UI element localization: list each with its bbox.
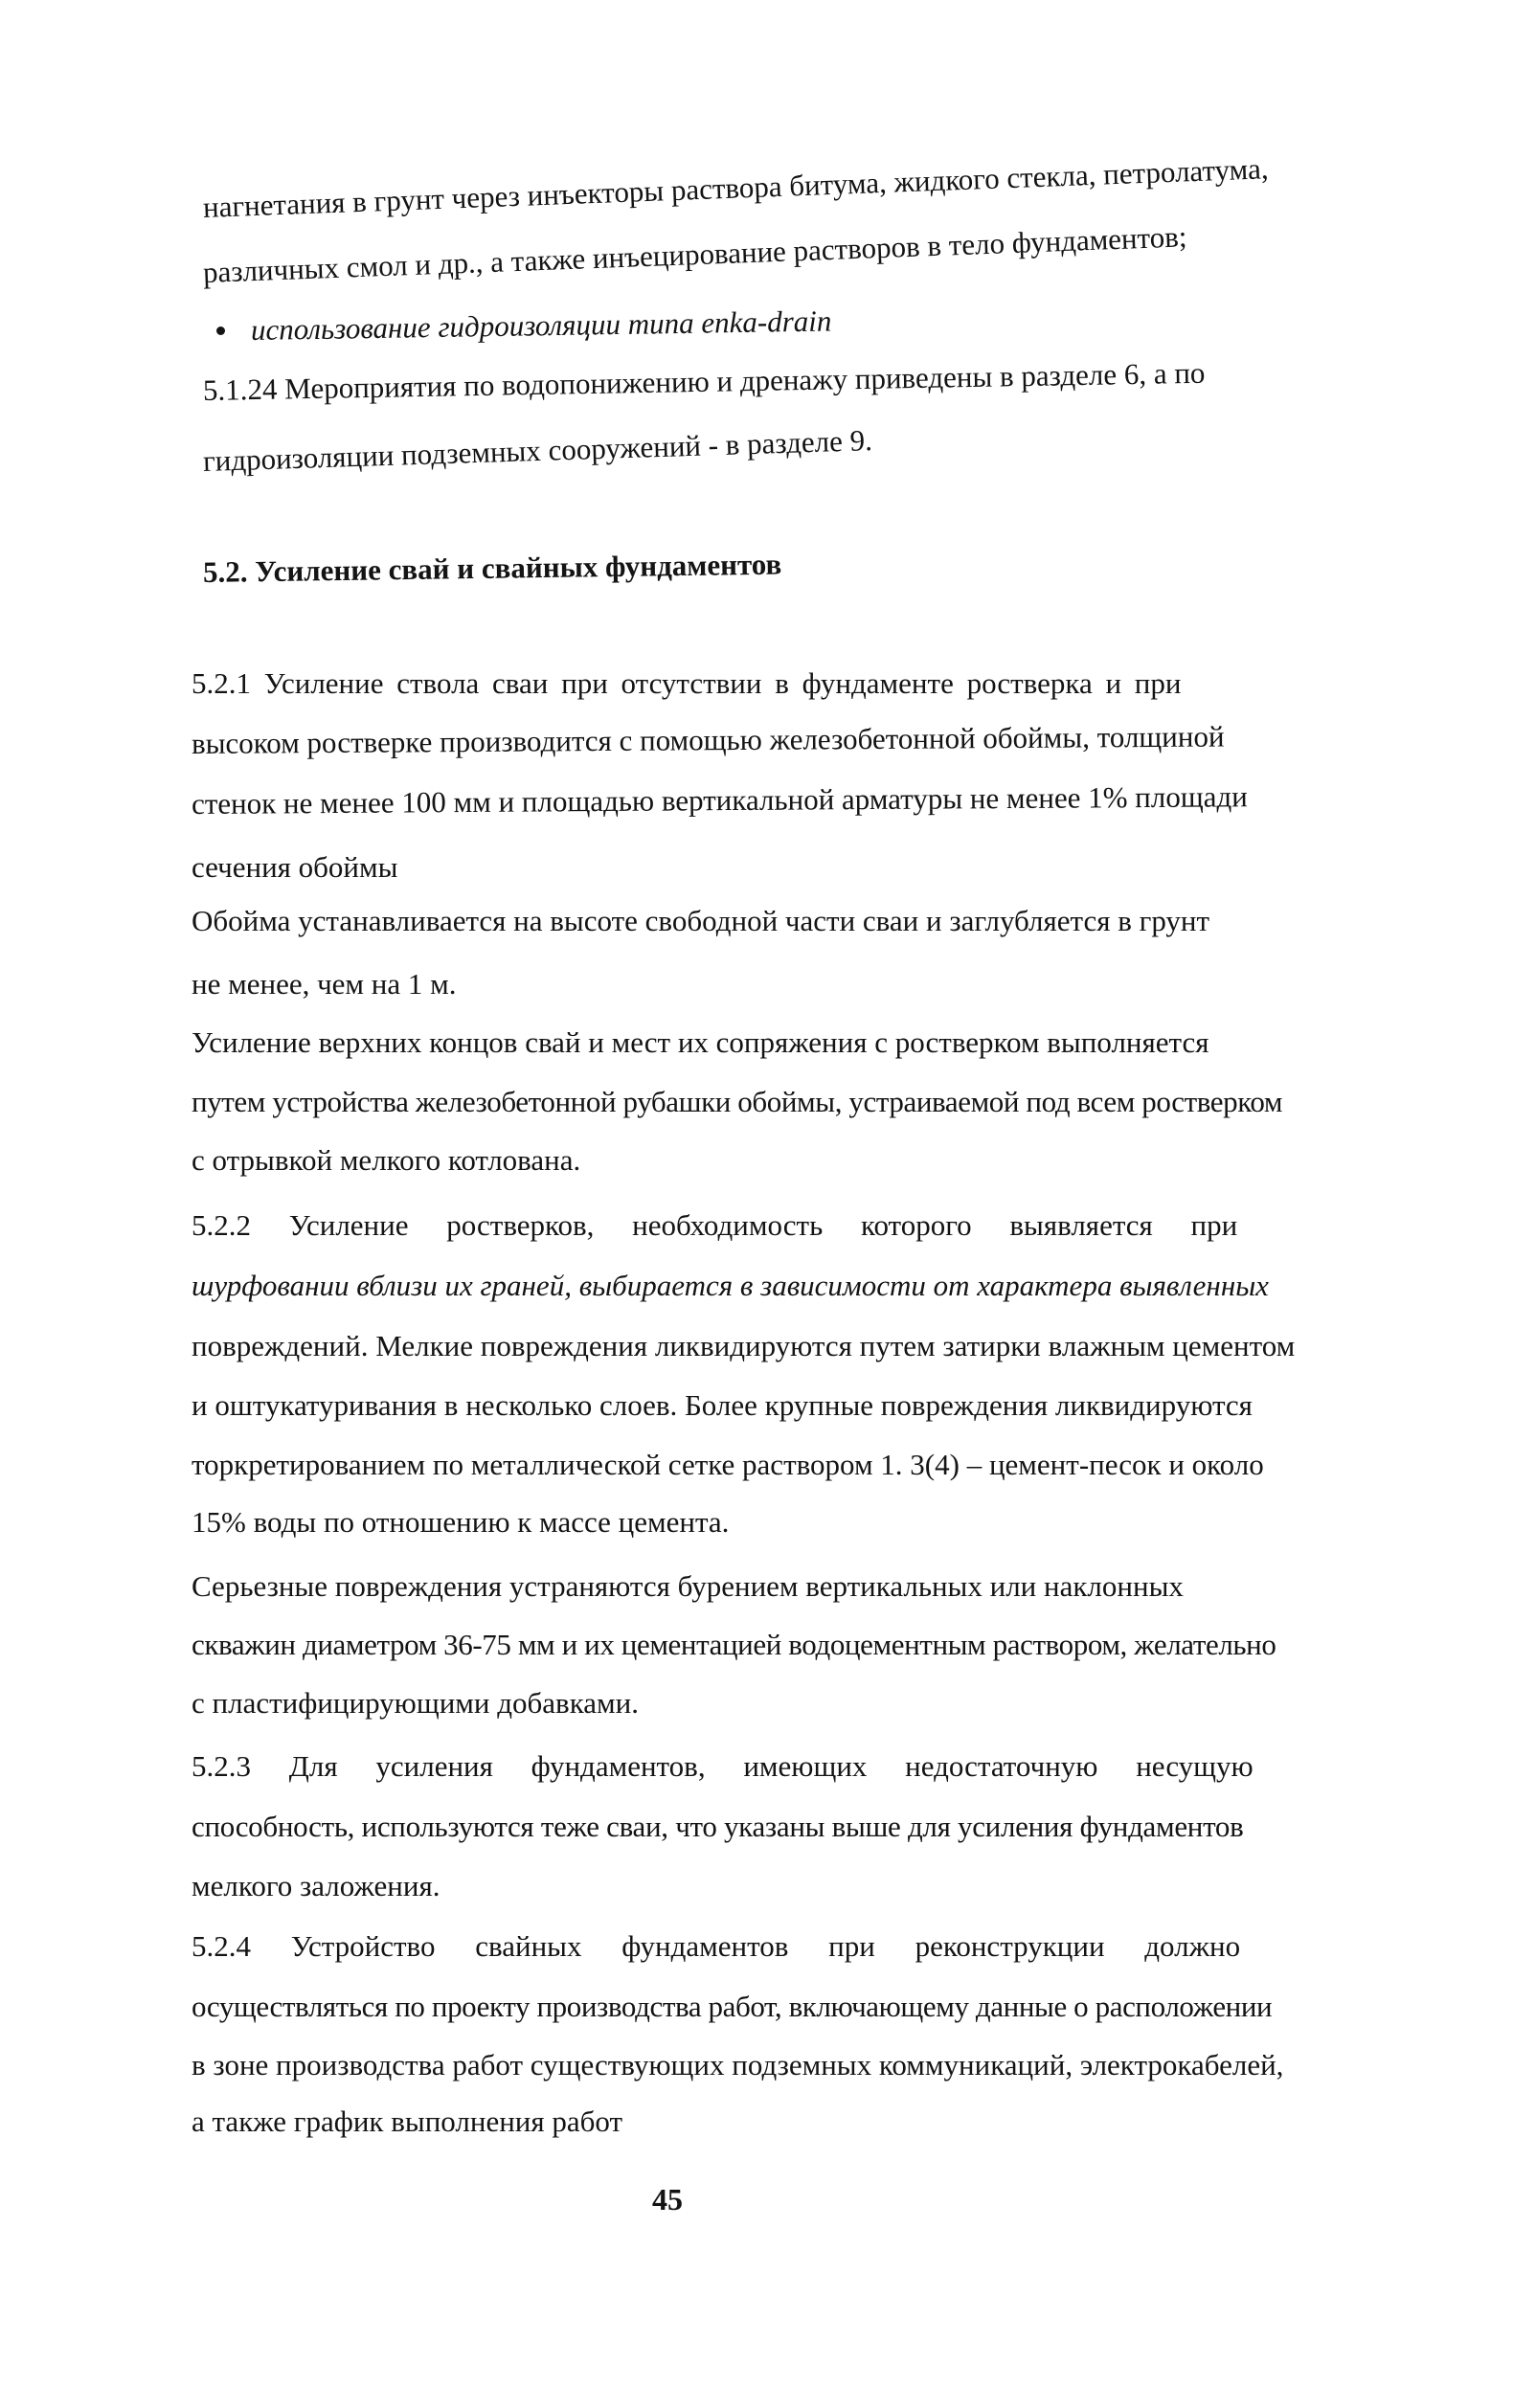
text-line-30: а также график выполнения работ: [192, 2104, 623, 2138]
text-line-27: 5.2.4 Устройство свайных фундаментов при реконструкции должно: [192, 1929, 1241, 1963]
text-line-20: 15% воды по отношению к массе цемента.: [192, 1505, 730, 1539]
text-line-22: скважин диаметром 36-75 мм и их цементацией водоцементным раствором, желательно: [192, 1628, 1276, 1661]
text-line-26: мелкого заложения.: [192, 1869, 440, 1902]
text-line-15: 5.2.2 Усиление ростверков, необходимость которого выявляется при: [192, 1208, 1238, 1242]
text-line-25: способность, используются теже сваи, что указаны выше для усиления фундаментов: [192, 1810, 1244, 1843]
text-line-17: повреждений. Мелкие повреждения ликвидируются путем затирки влажным цементом: [192, 1329, 1296, 1362]
text-line-12: Усиление верхних концов свай и мест их сопряжения с ростверком выполняется: [192, 1025, 1209, 1059]
text-line-5: гидроизоляции подземных сооружений - в разделе 9.: [202, 423, 873, 478]
text-line-1: нагнетания в грунт через инъекторы раствора битума, жидкого стекла, петролатума,: [202, 151, 1270, 224]
section-heading: 5.2. Усиление свай и свайных фундаментов: [202, 547, 782, 589]
text-line-11: не менее, чем на 1 м.: [192, 967, 457, 1001]
text-line-10: Обойма устанавливается на высоте свободной части сваи и заглубляется в грунт: [192, 904, 1210, 937]
page-number: 45: [652, 2182, 683, 2217]
text-line-19: торкретированием по металлической сетке раствором 1. 3(4) – цемент-песок и около: [192, 1448, 1264, 1481]
text-line-2: различных смол и др., а также инъецирование растворов в тело фундаментов;: [202, 219, 1187, 289]
text-line-16: шурфовании вблизи их граней, выбирается в зависимости от характера выявленных: [192, 1269, 1269, 1302]
text-line-18: и оштукатуривания в несколько слоев. Более крупные повреждения ликвидируются: [192, 1388, 1253, 1422]
text-line-24: 5.2.3 Для усиления фундаментов, имеющих недостаточную несущую: [192, 1749, 1254, 1783]
text-line-28: осуществляться по проекту производства работ, включающему данные о расположении: [192, 1990, 1273, 2023]
text-line-29: в зоне производства работ существующих подземных коммуникаций, электрокабелей,: [192, 2048, 1284, 2082]
bullet-icon: [216, 326, 225, 335]
text-line-14: с отрывкой мелкого котлована.: [192, 1143, 581, 1177]
text-line-7: высоком ростверке производится с помощью железобетонной обоймы, толщиной: [191, 719, 1225, 760]
text-line-6: 5.2.1 Усиление ствола сваи при отсутствии в фундаменте ростверка и при: [192, 666, 1182, 700]
text-line-13: путем устройства железобетонной рубашки обоймы, устраиваемой под всем ростверком: [192, 1085, 1283, 1118]
text-line-3: использование гидроизоляции типа enka-drain: [250, 304, 832, 347]
text-line-4: 5.1.24 Мероприятия по водопонижению и дренажу приведены в разделе 6, а по: [202, 355, 1206, 407]
text-line-23: с пластифицирующими добавками.: [192, 1686, 639, 1720]
text-line-9: сечения обоймы: [192, 850, 398, 884]
text-line-8: стенок не менее 100 мм и площадью вертикальной арматуры не менее 1% площади: [191, 779, 1248, 821]
text-line-21: Серьезные повреждения устраняются бурением вертикальных или наклонных: [192, 1569, 1184, 1603]
